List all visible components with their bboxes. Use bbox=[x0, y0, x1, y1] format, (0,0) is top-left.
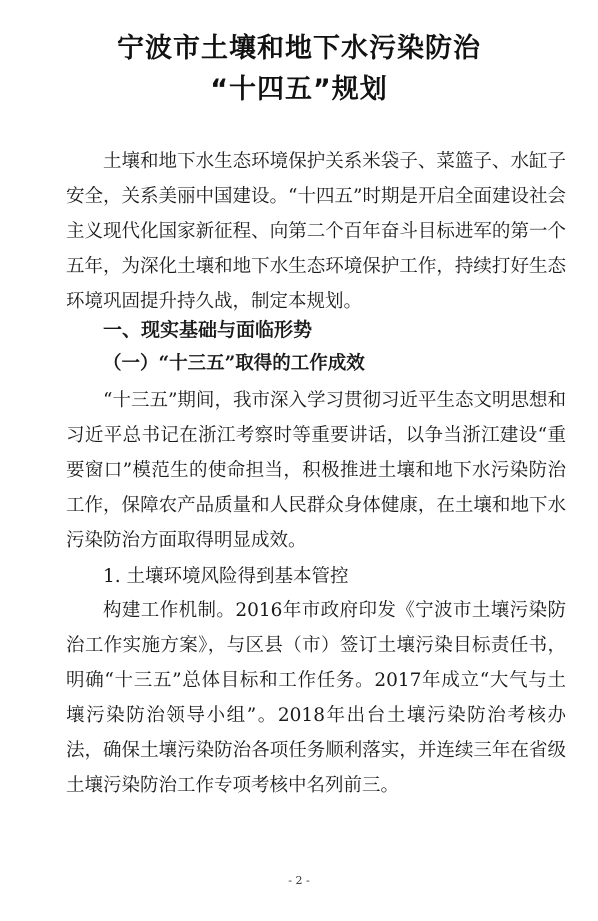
document-title-line1: 宁波市土壤和地下水污染防治 bbox=[117, 33, 481, 64]
item-paragraph: 构建工作机制。2016年市政府印发《宁波市土壤污染防治工作实施方案》，与区县（市）签订土壤污染目标责任书，明确“十三五”总体目标和工作任务。2017年成立“大气与土壤污染防治领导小组”。2018年出台土壤污染防治考核办法，确保土壤污染防治各项任务顺利落实，并连续三年在省级土壤污染防治工作专项考核中名列前三。 bbox=[66, 600, 566, 796]
subsection-paragraph: “十三五”期间，我市深入学习贯彻习近平生态文明思想和习近平总书记在浙江考察时等重要讲话，以争当浙江建设“重要窗口”模范生的使命担当，积极推进土壤和地下水污染防治工作，保障农产品质量和人民群众身体健康，在土壤和地下水污染防治方面取得明显成效。 bbox=[66, 390, 566, 551]
subsection-heading: （一）“十三五”取得的工作成效 bbox=[103, 353, 365, 374]
document-title-line2: “十四五”规划 bbox=[210, 74, 388, 105]
page-number: - 2 - bbox=[288, 874, 310, 887]
intro-paragraph: 土壤和地下水生态环境保护关系米袋子、菜篮子、水缸子安全，关系美丽中国建设。“十四五”时期是开启全面建设社会主义现代化国家新征程、向第二个百年奋斗目标进军的第一个五年，为深化土壤和地下水生态环境保护工作，持续打好生态环境巩固提升持久战，制定本规划。 bbox=[66, 151, 566, 312]
item-heading: 1. 土壤环境风险得到基本管控 bbox=[103, 566, 349, 587]
section-heading: 一、现实基础与面临形势 bbox=[103, 319, 313, 341]
